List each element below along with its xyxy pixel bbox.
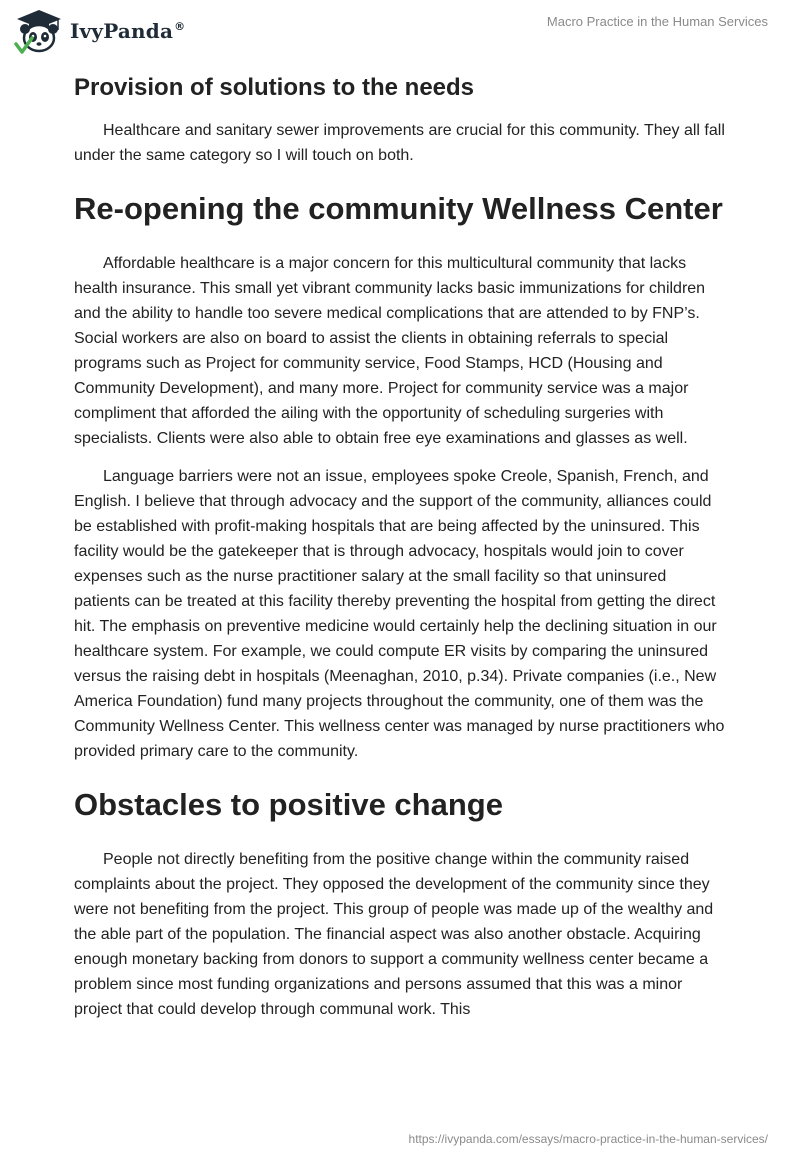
document-title: Macro Practice in the Human Services xyxy=(546,14,768,29)
intro-paragraph: Healthcare and sanitary sewer improvements are crucial for this community. They all fall under the same category so I will touch on both. xyxy=(74,122,725,164)
panda-graduate-icon xyxy=(14,8,64,54)
paragraph: People not directly benefiting from the positive change within the community raised complaints about the project. They opposed the development of the community since they were not benefiting from the project. This group of people was made up of the wealthy and the able part of the population. The financial aspect was also another obstacle. Acquiring enough monetary backing from donors to support a community wellness center became a problem since most funding organizations and persons assumed that this was a minor project that could develop through communal work. This xyxy=(74,851,714,1018)
brand-logo[interactable] xyxy=(14,8,185,54)
source-url-link[interactable]: https://ivypanda.com/essays/macro-practice-in-the-human-services/ xyxy=(408,1132,768,1146)
section-heading-obstacles: Obstacles to positive change xyxy=(74,787,503,822)
subheading-provision: Provision of solutions to the needs xyxy=(74,74,475,101)
paragraph: Affordable healthcare is a major concern for this multicultural community that lacks health insurance. This small yet vibrant community lacks basic immunizations for children and the ability to handle too severe medical complications that are attended to by FNP’s. Social workers are also on board to assist the clients in obtaining referrals to special programs such as Project for community service, Food Stamps, HCD (Housing and Community Development), and many more. Project for community service was a major compliment that afforded the ailing with the opportunity of scheduling surgeries with specialists. Clients were also able to obtain free eye examinations and glasses as well. xyxy=(74,255,706,447)
section-heading-wellness-center: Re-opening the community Wellness Center xyxy=(74,191,723,226)
page-header xyxy=(0,0,800,60)
paragraph: Language barriers were not an issue, employees spoke Creole, Spanish, French, and English. I believe that through advocacy and the support of the community, alliances could be established with profit-making hospitals that are being affected by the uninsured. This facility would be the gatekeeper that is through advocacy, hospitals would join to cover expenses such as the nurse practitioner salary at the small facility so that uninsured patients can be treated at this facility thereby preventing the hospital from getting the direct hit. The emphasis on preventive medicine would certainly help the declining situation in our healthcare system. For example, we could compute ER visits by comparing the uninsured versus the raising debt in hospitals (Meenaghan, 2010, p.34). Private companies (i.e., New America Foundation) fund many projects throughout the community, one of them was the Community Wellness Center. This wellness center was managed by nurse practitioners who provided primary care to the community. xyxy=(74,468,725,760)
brand-name: IvyPanda® xyxy=(70,19,186,43)
essay-content xyxy=(74,72,726,1035)
